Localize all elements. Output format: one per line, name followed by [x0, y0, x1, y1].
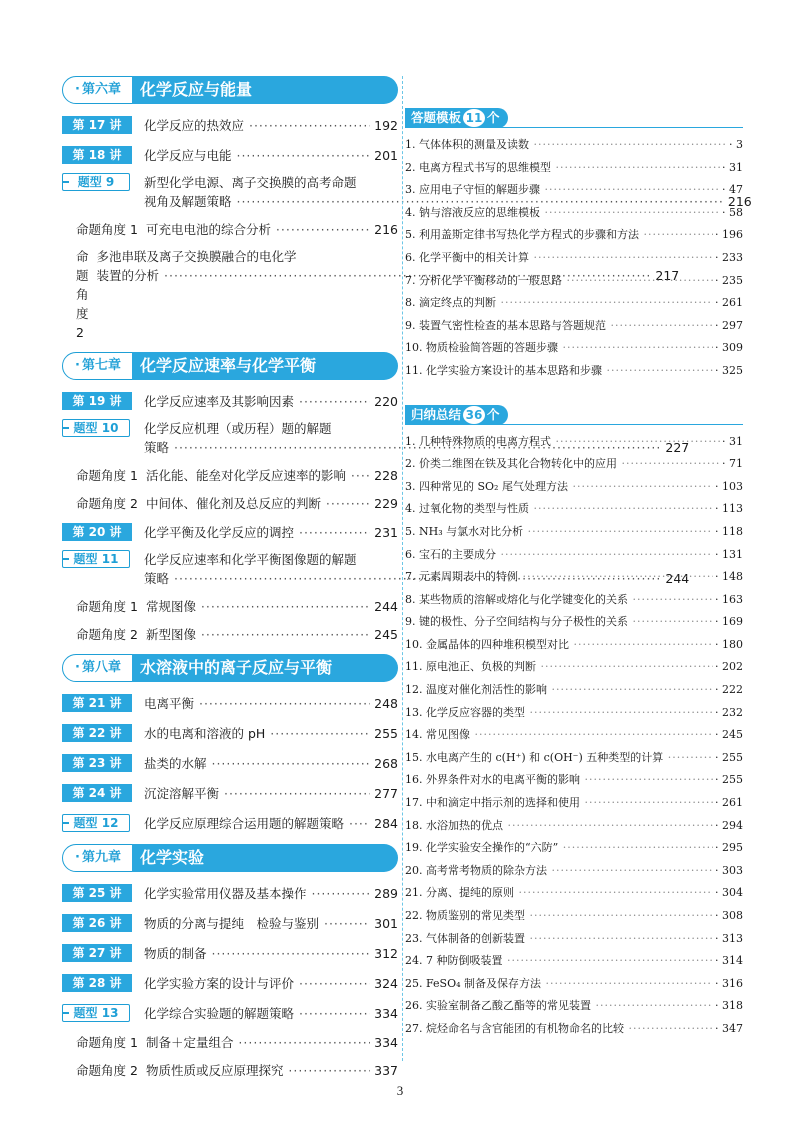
item-title: 27. 烷烃命名与含官能团的有机物命名的比较 ·····	[405, 1018, 713, 1041]
section-count-suffix: 个	[487, 406, 500, 422]
entry-title-line2: 策略 ·····	[144, 438, 661, 457]
item-page: · 169	[715, 615, 743, 629]
toc-angle-entry[interactable]	[62, 620, 398, 648]
item-page: · 3	[729, 138, 743, 151]
item-title: 26. 实验室制备乙酸乙酯等的常见装置 ·····	[405, 995, 713, 1018]
item-page: · 163	[715, 592, 743, 606]
item-title: 22. 物质鉴别的常见类型 ·····	[405, 905, 713, 928]
item-page: · 261	[715, 296, 743, 310]
item-title: 12. 温度对催化剂活性的影响 ·····	[405, 679, 713, 702]
toc-lecture-entry[interactable]	[62, 968, 398, 998]
item-page: · 71	[722, 457, 743, 471]
entry-title: 常规图像 ·····	[146, 597, 370, 616]
entry-title: 化学反应速率及其影响因素 ·····	[144, 392, 370, 411]
entry-page: 255	[374, 725, 398, 741]
toc-item[interactable]	[405, 360, 743, 383]
item-page: · 303	[715, 863, 743, 877]
toc-item[interactable]	[405, 224, 743, 247]
entry-page: 268	[374, 755, 398, 771]
toc-type-entry[interactable]	[62, 998, 398, 1028]
item-page: · 202	[715, 660, 743, 674]
toc-item[interactable]	[405, 815, 743, 838]
entry-title: 化学反应的热效应 ·····	[144, 116, 370, 135]
toc-lecture-entry[interactable]	[62, 517, 398, 547]
entry-page: 312	[374, 945, 398, 961]
entry-title-line2: 装置的分析 ·····	[97, 266, 652, 285]
toc-lecture-entry[interactable]	[62, 386, 398, 416]
item-page: · 255	[715, 750, 743, 764]
item-page: · 131	[715, 547, 743, 561]
entry-title: 沉淀溶解平衡 ·····	[144, 784, 370, 803]
toc-item[interactable]	[405, 792, 743, 815]
lecture-badge: 第 17 讲	[62, 116, 132, 134]
lecture-badge: 第 23 讲	[62, 754, 132, 772]
entry-title: 制备＋定量组合 ·····	[146, 1033, 370, 1052]
templates-section-label	[405, 108, 508, 128]
toc-item[interactable]	[405, 134, 743, 157]
entry-title: 物质的制备 ·····	[144, 944, 370, 963]
toc-item[interactable]	[405, 724, 743, 747]
entry-title-line1: 多池串联及离子交换膜融合的电化学	[96, 249, 297, 264]
toc-lecture-entry[interactable]	[62, 718, 398, 748]
item-title: 11. 化学实验方案设计的基本思路和步骤 ·····	[405, 360, 713, 383]
entry-page: 217	[655, 268, 680, 283]
item-title: 8. 某些物质的溶解或熔化与化学键变化的关系 ·····	[405, 589, 713, 612]
item-page: · 309	[715, 341, 743, 355]
entry-title: 物质性质或反应原理探究 ·····	[146, 1061, 370, 1080]
item-title: 5. 利用盖斯定律书写热化学方程式的步骤和方法 ·····	[405, 224, 713, 247]
item-title: 23. 气体制备的创新装置 ·····	[405, 928, 713, 951]
entry-page: 301	[374, 915, 398, 931]
summaries-section-label	[405, 405, 508, 425]
toc-lecture-entry[interactable]	[62, 688, 398, 718]
toc-item[interactable]	[405, 634, 743, 657]
templates-section-header	[405, 108, 743, 128]
toc-item[interactable]	[405, 202, 743, 225]
angle-label: 命题角度 1	[76, 598, 138, 614]
toc-angle-entry[interactable]	[62, 592, 398, 620]
chapter-label: · 第七章	[62, 352, 134, 380]
entry-page: 192	[374, 117, 398, 133]
item-page: · 103	[715, 479, 743, 493]
item-page: · 295	[715, 841, 743, 855]
entry-page: 245	[374, 626, 398, 642]
toc-angle-entry[interactable]	[62, 1028, 398, 1056]
item-title: 2. 电离方程式书写的思维模型 ·····	[405, 157, 720, 180]
toc-lecture-entry[interactable]	[62, 878, 398, 908]
section-count-suffix: 个	[487, 110, 500, 125]
item-page: · 31	[722, 434, 743, 448]
toc-item[interactable]	[405, 747, 743, 770]
toc-item[interactable]	[405, 589, 743, 612]
item-page: · 118	[715, 524, 743, 538]
item-page: · 294	[715, 818, 743, 832]
toc-item[interactable]	[405, 157, 743, 180]
item-title: 2. 价类二维图在铁及其化合物转化中的应用 ·····	[405, 453, 720, 476]
entry-page: 277	[374, 785, 398, 801]
toc-item[interactable]	[405, 179, 743, 202]
chapter-label: · 第八章	[62, 654, 134, 682]
chapter-header	[62, 76, 398, 104]
toc-item[interactable]	[405, 905, 743, 928]
item-page: · 316	[715, 976, 743, 990]
entry-title: 化学实验常用仪器及基本操作 ·····	[144, 884, 370, 903]
entry-title: 新型图像 ·····	[146, 625, 370, 644]
toc-angle-entry[interactable]	[62, 461, 398, 489]
toc-item[interactable]	[405, 431, 743, 454]
item-title: 7. 分析化学平衡移动的一般思路 ·····	[405, 270, 713, 293]
item-title: 17. 中和滴定中指示剂的选择和使用 ·····	[405, 792, 713, 815]
entry-title: 物质的分离与提纯 检验与鉴别 ·····	[144, 914, 370, 933]
item-title: 20. 高考常考物质的除杂方法 ·····	[405, 860, 713, 883]
toc-item[interactable]	[405, 544, 743, 567]
angle-label: 命题角度 2	[76, 249, 89, 340]
toc-item[interactable]	[405, 521, 743, 544]
column-divider	[402, 76, 403, 1061]
toc-lecture-entry[interactable]	[62, 778, 398, 808]
item-page: · 58	[722, 205, 743, 219]
chapter-label: · 第六章	[62, 76, 134, 104]
entry-title: 化学反应原理综合运用题的解题策略 ·····	[144, 814, 370, 833]
item-page: · 222	[715, 683, 743, 697]
item-title: 9. 装置气密性检查的基本思路与答题规范 ·····	[405, 315, 713, 338]
right-column	[405, 108, 743, 1041]
item-page: · 31	[722, 160, 743, 174]
item-title: 13. 化学反应容器的类型 ·····	[405, 702, 713, 725]
lecture-badge: 第 25 讲	[62, 884, 132, 902]
item-title: 8. 滴定终点的判断 ·····	[405, 292, 713, 315]
entry-page: 201	[374, 147, 398, 163]
item-title: 4. 过氧化物的类型与性质 ·····	[405, 498, 713, 521]
item-title: 9. 键的极性、分子空间结构与分子极性的关系 ·····	[405, 611, 713, 634]
toc-item[interactable]	[405, 292, 743, 315]
item-page: · 297	[715, 318, 743, 332]
chapter-title: 化学反应速率与化学平衡	[132, 352, 398, 380]
item-title: 7. 元素周期表中的特例 ·····	[405, 566, 713, 589]
type-badge: 题型 9	[62, 173, 130, 191]
toc-item[interactable]	[405, 566, 743, 589]
item-page: · 180	[715, 637, 743, 651]
entry-page: 227	[665, 440, 690, 455]
item-title: 19. 化学实验安全操作的“六防” ·····	[405, 837, 713, 860]
toc-angle-entry[interactable]	[62, 215, 398, 243]
lecture-badge: 第 26 讲	[62, 914, 132, 932]
entry-page: 216	[374, 221, 398, 237]
type-badge: 题型 10	[62, 419, 130, 437]
toc-item[interactable]	[405, 882, 743, 905]
entry-page: 284	[374, 815, 398, 831]
item-page: · 113	[715, 502, 743, 516]
entry-title: 化学综合实验题的解题策略 ·····	[144, 1004, 370, 1023]
toc-item[interactable]	[405, 769, 743, 792]
item-page: · 347	[715, 1021, 743, 1035]
item-page: · 304	[715, 886, 743, 900]
entry-page: 248	[374, 695, 398, 711]
entry-page: 324	[374, 975, 398, 991]
angle-label: 命题角度 2	[76, 626, 138, 642]
entry-page: 289	[374, 885, 398, 901]
angle-label: 命题角度 1	[76, 221, 138, 237]
chapter-header	[62, 844, 398, 872]
toc-lecture-entry[interactable]	[62, 748, 398, 778]
entry-title-line1: 新型化学电源、离子交换膜的高考命题	[144, 175, 357, 190]
item-title: 25. FeSO₄ 制备及保存方法 ·····	[405, 973, 713, 996]
entry-page: 228	[374, 467, 398, 483]
entry-title: 化学实验方案的设计与评价 ·····	[144, 974, 370, 993]
item-title: 6. 宝石的主要成分 ·····	[405, 544, 713, 567]
item-title: 1. 气体体积的测量及读数 ·····	[405, 134, 727, 157]
entry-page: 244	[374, 598, 398, 614]
angle-label: 命题角度 2	[76, 495, 138, 511]
toc-lecture-entry[interactable]	[62, 110, 398, 140]
item-title: 4. 钠与溶液反应的思维模板 ·····	[405, 202, 720, 225]
item-title: 24. 7 种防倒吸装置 ·····	[405, 950, 713, 973]
item-page: · 196	[715, 228, 743, 242]
entry-title: 可充电电池的综合分析 ·····	[146, 220, 370, 239]
item-page: · 308	[715, 909, 743, 922]
section-count: 11	[463, 109, 485, 127]
toc-angle-entry[interactable]	[62, 489, 398, 517]
toc-angle-entry[interactable]	[62, 1056, 398, 1084]
toc-item[interactable]	[405, 453, 743, 476]
item-page: · 47	[722, 183, 743, 197]
item-title: 18. 水浴加热的优点 ·····	[405, 815, 713, 838]
entry-title: 中间体、催化剂及总反应的判断 ·····	[146, 494, 370, 513]
lecture-badge: 第 21 讲	[62, 694, 132, 712]
item-page: · 255	[715, 773, 743, 787]
lecture-badge: 第 24 讲	[62, 784, 132, 802]
type-badge: 题型 12	[62, 814, 130, 832]
item-page: · 325	[715, 363, 743, 377]
item-page: · 313	[715, 931, 743, 945]
entry-title: 化学反应与电能 ·····	[144, 146, 370, 165]
toc-item[interactable]	[405, 973, 743, 996]
entry-title-line2: 策略 ·····	[144, 569, 661, 588]
item-title: 10. 物质检验简答题的答题步骤 ·····	[405, 337, 713, 360]
toc-item[interactable]	[405, 860, 743, 883]
toc-lecture-entry[interactable]	[62, 140, 398, 170]
type-badge: 题型 13	[62, 1004, 130, 1022]
toc-item[interactable]	[405, 315, 743, 338]
toc-item[interactable]	[405, 950, 743, 973]
entry-page: 229	[374, 495, 398, 511]
type-badge: 题型 11	[62, 550, 130, 568]
entry-title: 水的电离和溶液的 pH ·····	[144, 724, 370, 743]
item-page: · 235	[715, 273, 743, 287]
item-page: · 148	[715, 570, 743, 584]
lecture-badge: 第 18 讲	[62, 146, 132, 164]
entry-title: 活化能、能垒对化学反应速率的影响 ·····	[146, 466, 370, 485]
entry-title-line1: 化学反应速率和化学平衡图像题的解题	[144, 552, 357, 567]
toc-item[interactable]	[405, 656, 743, 679]
section-label-text: 答题模板	[411, 110, 462, 125]
toc-item[interactable]	[405, 1018, 743, 1041]
entry-page: 220	[374, 393, 398, 409]
angle-label: 命题角度 1	[76, 467, 138, 483]
entry-title-line1: 化学反应机理（或历程）题的解题	[144, 421, 332, 436]
lecture-badge: 第 28 讲	[62, 974, 132, 992]
toc-item[interactable]	[405, 928, 743, 951]
entry-page: 334	[374, 1005, 398, 1021]
item-page: · 245	[715, 728, 743, 742]
toc-item[interactable]	[405, 995, 743, 1018]
item-page: · 318	[715, 999, 743, 1013]
toc-type-entry[interactable]	[62, 808, 398, 838]
lecture-badge: 第 20 讲	[62, 523, 132, 541]
item-title: 6. 化学平衡中的相关计算 ·····	[405, 247, 713, 270]
entry-title: 化学平衡及化学反应的调控 ·····	[144, 523, 370, 542]
page-number: 3	[396, 1083, 404, 1098]
chapter-title: 化学实验	[132, 844, 398, 872]
entry-title: 盐类的水解 ·····	[144, 754, 370, 773]
angle-label: 命题角度 2	[76, 1062, 138, 1078]
item-title: 15. 水电离产生的 c(H⁺) 和 c(OH⁻) 五种类型的计算 ·····	[405, 747, 713, 770]
toc-lecture-entry[interactable]	[62, 938, 398, 968]
item-page: · 261	[715, 796, 743, 810]
section-rule	[405, 127, 743, 128]
lecture-badge: 第 27 讲	[62, 944, 132, 962]
toc-item[interactable]	[405, 498, 743, 521]
section-count: 36	[463, 406, 485, 424]
item-page: · 232	[715, 705, 743, 719]
toc-item[interactable]	[405, 270, 743, 293]
item-title: 11. 原电池正、负极的判断 ·····	[405, 656, 713, 679]
toc-item[interactable]	[405, 702, 743, 725]
toc-lecture-entry[interactable]	[62, 908, 398, 938]
item-page: · 233	[715, 250, 743, 264]
item-title: 16. 外界条件对水的电离平衡的影响 ·····	[405, 769, 713, 792]
item-title: 5. NH₃ 与氯水对比分析 ·····	[405, 521, 713, 544]
item-page: · 314	[715, 954, 743, 968]
section-label-text: 归纳总结	[411, 406, 462, 422]
summaries-section-header	[405, 405, 743, 425]
entry-title: 电离平衡 ·····	[144, 694, 370, 713]
angle-label: 命题角度 1	[76, 1034, 138, 1050]
toc-item[interactable]	[405, 247, 743, 270]
entry-page: 231	[374, 524, 398, 540]
item-title: 3. 应用电子守恒的解题步骤 ·····	[405, 179, 720, 202]
item-title: 21. 分离、提纯的原则 ·····	[405, 882, 713, 905]
entry-page: 216	[727, 194, 752, 209]
entry-page: 334	[374, 1034, 398, 1050]
entry-page: 337	[374, 1062, 398, 1078]
item-title: 1. 几种特殊物质的电离方程式 ·····	[405, 431, 720, 454]
section-rule	[405, 424, 743, 425]
chapter-title: 水溶液中的离子反应与平衡	[132, 654, 398, 682]
toc-item[interactable]	[405, 679, 743, 702]
entry-title-line2: 视角及解题策略 ·····	[144, 192, 724, 211]
chapter-header	[62, 352, 398, 380]
lecture-badge: 第 19 讲	[62, 392, 132, 410]
toc-item[interactable]	[405, 611, 743, 634]
item-title: 14. 常见图像 ·····	[405, 724, 713, 747]
toc-item[interactable]	[405, 337, 743, 360]
toc-item[interactable]	[405, 476, 743, 499]
toc-item[interactable]	[405, 837, 743, 860]
lecture-badge: 第 22 讲	[62, 724, 132, 742]
item-title: 3. 四种常见的 SO₂ 尾气处理方法 ·····	[405, 476, 713, 499]
chapter-label: · 第九章	[62, 844, 134, 872]
chapter-title: 化学反应与能量	[132, 76, 398, 104]
chapter-header	[62, 654, 398, 682]
item-title: 10. 金属晶体的四种堆积模型对比 ·····	[405, 634, 713, 657]
entry-page: 244	[665, 571, 690, 586]
